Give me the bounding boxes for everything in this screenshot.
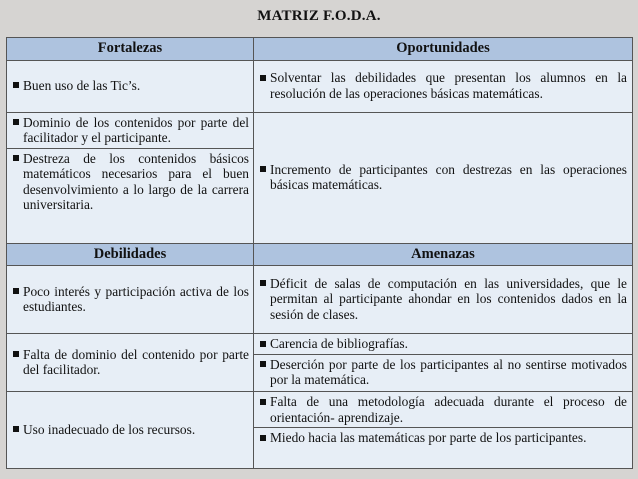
debilidad-cell: [7, 392, 254, 469]
amenaza-text: Miedo hacia las matemáticas por parte de los participantes.: [270, 430, 587, 445]
list-item: [260, 394, 627, 425]
debilidad-text: Uso inadecuado de los recursos.: [23, 421, 196, 437]
list-item: [260, 162, 627, 193]
foda-matrix: [6, 37, 633, 469]
square-bullet-icon: [13, 288, 19, 294]
list-item: [13, 115, 249, 146]
list-item: [13, 347, 249, 378]
list-item: [260, 430, 627, 446]
list-item: [260, 357, 627, 388]
fortaleza-text: Destreza de los contenidos básicos matemáticos necesarios para el buen desenvolvimiento a lo largo de la carrera universitaria.: [23, 150, 249, 212]
square-bullet-icon: [13, 426, 19, 432]
inner-divider: [254, 354, 632, 355]
header-row-top: [7, 38, 633, 61]
amenaza-text: Deserción por parte de los participantes al no sentirse motivados por la matemática.: [270, 356, 627, 387]
list-item: [13, 284, 249, 315]
inner-divider: [7, 148, 254, 149]
inner-divider: [254, 427, 632, 428]
square-bullet-icon: [260, 435, 266, 441]
square-bullet-icon: [13, 119, 19, 125]
list-item: [13, 78, 249, 94]
header-row-bottom: [7, 243, 633, 266]
square-bullet-icon: [260, 75, 266, 81]
table-row: [7, 60, 633, 112]
amenaza-text: Falta de una metodología adecuada durante el proceso de orientación- aprendizaje.: [270, 394, 627, 425]
page-title: MATRIZ F.O.D.A.: [257, 8, 381, 24]
oportunidad-text: Incremento de participantes con destrezas en las operaciones básicas matemáticas.: [270, 161, 627, 192]
square-bullet-icon: [13, 82, 19, 88]
fortaleza-text: Dominio de los contenidos por parte del facilitador y el participante.: [23, 114, 249, 145]
header-oportunidades: Oportunidades: [254, 38, 633, 61]
fortaleza-text: Buen uso de las Tic’s.: [23, 77, 141, 93]
amenaza-text: Carencia de bibliografías.: [270, 336, 408, 351]
oportunidad-cell: [254, 60, 633, 112]
debilidad-cell: [7, 334, 254, 392]
debilidad-cell: [7, 266, 254, 334]
square-bullet-icon: [260, 361, 266, 367]
square-bullet-icon: [260, 399, 266, 405]
amenaza-text: Déficit de salas de computación en las universidades, que le permitan al participante ahondar en los contenidos dados en la sesión de clases.: [270, 275, 627, 322]
list-item: [260, 70, 627, 101]
square-bullet-icon: [260, 341, 266, 347]
amenaza-cell: [254, 266, 633, 334]
oportunidad-cell: [254, 112, 633, 243]
header-fortalezas: Fortalezas: [7, 38, 254, 61]
square-bullet-icon: [260, 166, 266, 172]
table-row: [7, 334, 633, 392]
amenaza-cell: [254, 392, 633, 469]
debilidad-text: Poco interés y participación activa de los estudiantes.: [23, 283, 249, 314]
list-item: [260, 276, 627, 323]
amenaza-cell: [254, 334, 633, 392]
list-item: [13, 151, 249, 213]
list-item: [13, 422, 249, 438]
fortaleza-cell: [7, 112, 254, 243]
square-bullet-icon: [13, 351, 19, 357]
header-debilidades: Debilidades: [7, 243, 254, 266]
oportunidad-text: Solventar las debilidades que presentan los alumnos en la resolución de las operaciones básicas matemáticas.: [270, 70, 627, 101]
table-row: [7, 112, 633, 243]
square-bullet-icon: [260, 280, 266, 286]
fortaleza-cell: [7, 60, 254, 112]
square-bullet-icon: [13, 155, 19, 161]
list-item: [260, 336, 627, 352]
table-row: [7, 266, 633, 334]
table-row: [7, 392, 633, 469]
header-amenazas: Amenazas: [254, 243, 633, 266]
debilidad-text: Falta de dominio del contenido por parte del facilitador.: [23, 346, 249, 377]
